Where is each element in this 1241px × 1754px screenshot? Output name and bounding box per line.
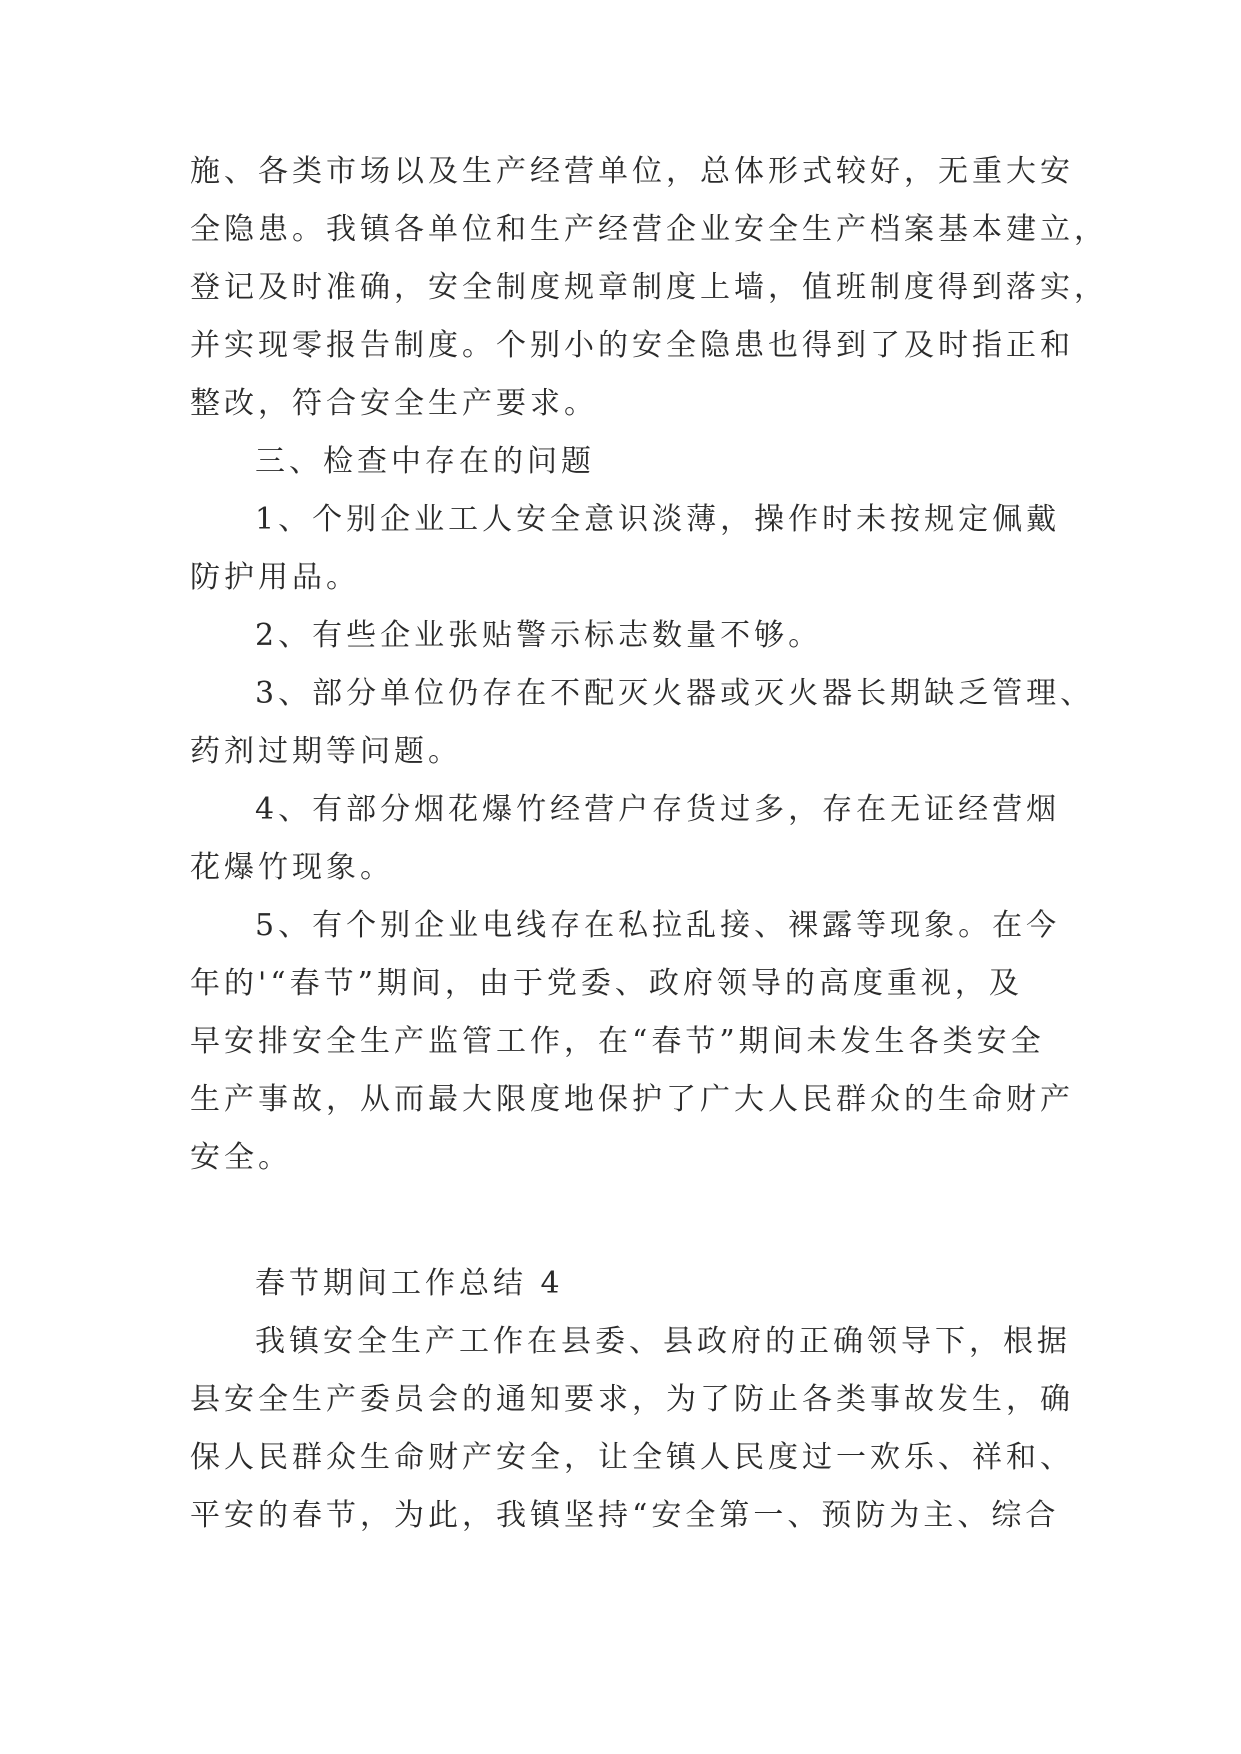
list-item-text: 1、个别企业工人安全意识淡薄，操作时未按规定佩戴 — [255, 502, 1061, 537]
text-line: 并实现零报告制度。个别小的安全隐患也得到了及时指正和 — [190, 328, 1074, 363]
text-line: 登记及时准确，安全制度规章制度上墙，值班制度得到落实， — [190, 270, 1108, 305]
text-line: 整改，符合安全生产要求。 — [190, 386, 598, 421]
text-line: 施、各类市场以及生产经营单位，总体形式较好，无重大安 — [190, 154, 1074, 189]
article-title: 春节期间工作总结 4 — [255, 1266, 564, 1301]
list-item-text: 2、有些企业张贴警示标志数量不够。 — [255, 618, 823, 653]
text-line: 县安全生产委员会的通知要求，为了防止各类事故发生，确 — [190, 1382, 1074, 1417]
text-line: 安全。 — [190, 1140, 292, 1175]
text-line: 年的'“春节”期间，由于党委、政府领导的高度重视，及 — [190, 966, 1023, 1001]
list-item-text: 5、有个别企业电线存在私拉乱接、裸露等现象。在今 — [255, 908, 1061, 943]
text-line: 全隐患。我镇各单位和生产经营企业安全生产档案基本建立， — [190, 212, 1108, 247]
text-line: 花爆竹现象。 — [190, 850, 394, 885]
text-line: 早安排安全生产监管工作，在“春节”期间未发生各类安全 — [190, 1024, 1045, 1059]
paragraph-start: 我镇安全生产工作在县委、县政府的正确领导下，根据 — [255, 1324, 1071, 1359]
text-line: 防护用品。 — [190, 560, 360, 595]
text-line: 生产事故，从而最大限度地保护了广大人民群众的生命财产 — [190, 1082, 1074, 1117]
text-line: 平安的春节，为此，我镇坚持“安全第一、预防为主、综合 — [190, 1498, 1060, 1533]
list-item-text: 3、部分单位仍存在不配灭火器或灭火器长期缺乏管理、 — [255, 676, 1095, 711]
section-heading: 三、检查中存在的问题 — [255, 444, 595, 479]
text-line: 保人民群众生命财产安全，让全镇人民度过一欢乐、祥和、 — [190, 1440, 1074, 1475]
list-item-text: 4、有部分烟花爆竹经营户存货过多，存在无证经营烟 — [255, 792, 1061, 827]
text-line: 药剂过期等问题。 — [190, 734, 462, 769]
